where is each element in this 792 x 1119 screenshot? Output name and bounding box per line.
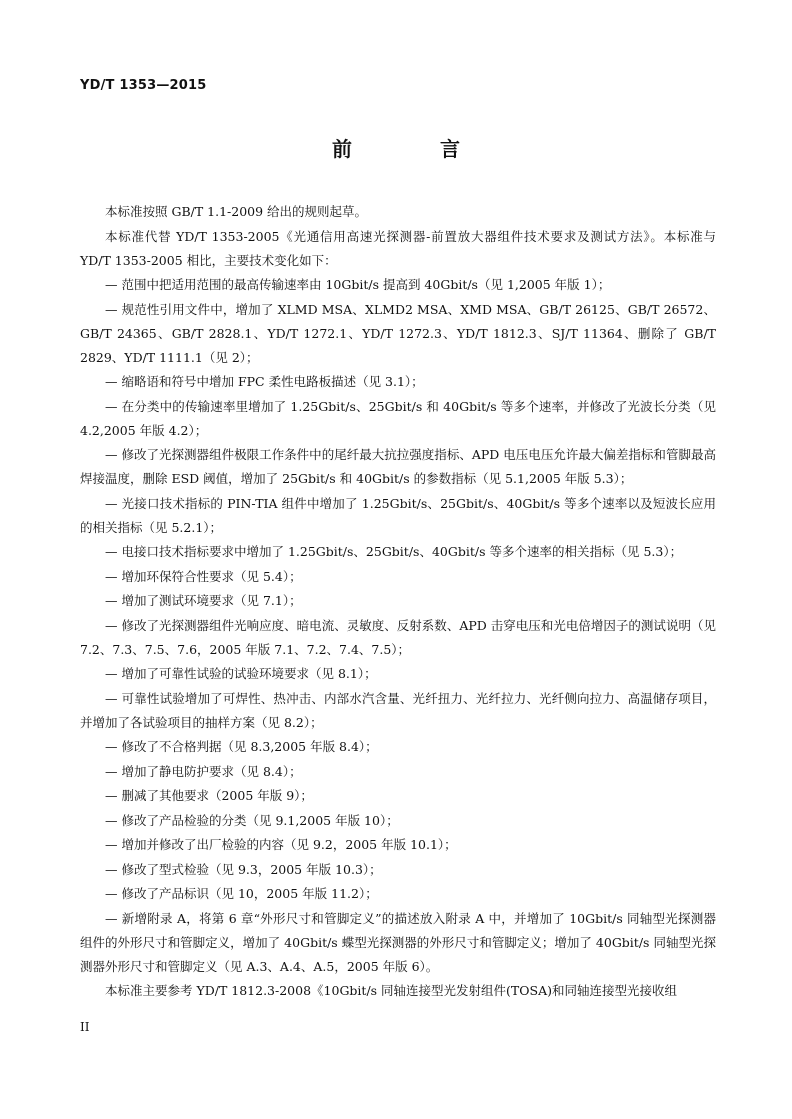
change-item: — 增加了测试环境要求（见 7.1）； <box>105 593 302 608</box>
change-item: — 增加并修改了出厂检验的内容（见 9.2，2005 年版 10.1）； <box>105 837 457 852</box>
paragraph: 本标准按照 GB/T 1.1-2009 给出的规则起草。 <box>105 204 368 219</box>
document-id: YD/T 1353—2015 <box>80 78 207 93</box>
change-item: — 增加环保符合性要求（见 5.4）； <box>105 568 302 584</box>
change-item: — 增加了静电防护要求（见 8.4）； <box>105 763 302 779</box>
paragraph: 本标准代替 YD/T 1353-2005《光通信用高速光探测器-前置放大器组件技术要求及测试方法》。本标准与 YD/T 1353-2005 相比，主要技术变化如下： <box>80 228 716 268</box>
page-number: II <box>80 1020 90 1034</box>
change-item: — 修改了型式检验（见 9.3，2005 年版 10.3）； <box>105 861 382 877</box>
change-item: — 修改了光探测器组件光响应度、暗电流、灵敏度、反射系数、APD 击穿电压和光电倍增因子的测试说明（见 7.2、7.3、7.5、7.6，2005 年版 7.1、7.2、7.4、7.5）； <box>80 617 716 657</box>
change-item: — 规范性引用文件中，增加了 XLMD MSA、XLMD2 MSA、XMD MSA、GB/T 26125、GB/T 26572、GB/T 24365、GB/T 2828.1、YD/T 1272.1、YD/T 1272.3、YD/T 1812.3、SJ/T 11364、删除了 GB/T 2829、YD/T 1111.1（见 2）； <box>80 301 716 365</box>
change-item: — 缩略语和符号中增加 FPC 柔性电路板描述（见 3.1）； <box>105 374 424 389</box>
change-item: — 修改了产品标识（见 10，2005 年版 11.2）； <box>105 886 378 901</box>
change-item: — 新增附录 A，将第 6 章“外形尺寸和管脚定义”的描述放入附录 A 中，并增加了 10Gbit/s 同轴型光探测器组件的外形尺寸和管脚定义，增加了 40Gbit/s 蝶型光探测器的外形尺寸和管脚定义；增加了 40Gbit/s 同轴型光探测器外形尺寸和管脚定义（见 A.3、A.4、A.5，2005 年版 6）。 <box>80 910 716 974</box>
paragraph: 本标准主要参考 YD/T 1812.3-2008《10Gbit/s 同轴连接型光发射组件(TOSA)和同轴连接型光接收组 <box>105 983 677 998</box>
change-item: — 可靠性试验增加了可焊性、热冲击、内部水汽含量、光纤扭力、光纤拉力、光纤侧向拉力、高温储存项目，并增加了各试验项目的抽样方案（见 8.2）； <box>80 690 716 730</box>
change-item: — 删减了其他要求（2005 年版 9）； <box>105 788 313 803</box>
page-title: 前 言 <box>332 137 494 161</box>
change-item: — 范围中把适用范围的最高传输速率由 10Gbit/s 提高到 40Gbit/s（见 1,2005 年版 1）； <box>105 277 611 292</box>
change-item: — 在分类中的传输速率里增加了 1.25Gbit/s、25Gbit/s 和 40Gbit/s 等多个速率，并修改了光波长分类（见 4.2,2005 年版 4.2）； <box>80 398 716 438</box>
change-item: — 修改了产品检验的分类（见 9.1,2005 年版 10）； <box>105 812 399 828</box>
change-item: — 电接口技术指标要求中增加了 1.25Gbit/s、25Gbit/s、40Gbit/s 等多个速率的相关指标（见 5.3）； <box>105 544 683 559</box>
change-item: — 修改了不合格判据（见 8.3,2005 年版 8.4）； <box>105 739 378 754</box>
change-item: — 增加了可靠性试验的试验环境要求（见 8.1）； <box>105 666 377 681</box>
change-item: — 修改了光探测器组件极限工作条件中的尾纤最大抗拉强度指标、APD 电压电压允许最大偏差指标和管脚最高焊接温度，删除 ESD 阈值，增加了 25Gbit/s 和 40Gbit/s 的参数指标（见 5.1,2005 年版 5.3）； <box>80 447 716 486</box>
change-item: — 光接口技术指标的 PIN-TIA 组件中增加了 1.25Gbit/s、25Gbit/s、40Gbit/s 等多个速率以及短波长应用的相关指标（见 5.2.1）； <box>80 495 716 535</box>
document-body <box>80 200 716 1004</box>
